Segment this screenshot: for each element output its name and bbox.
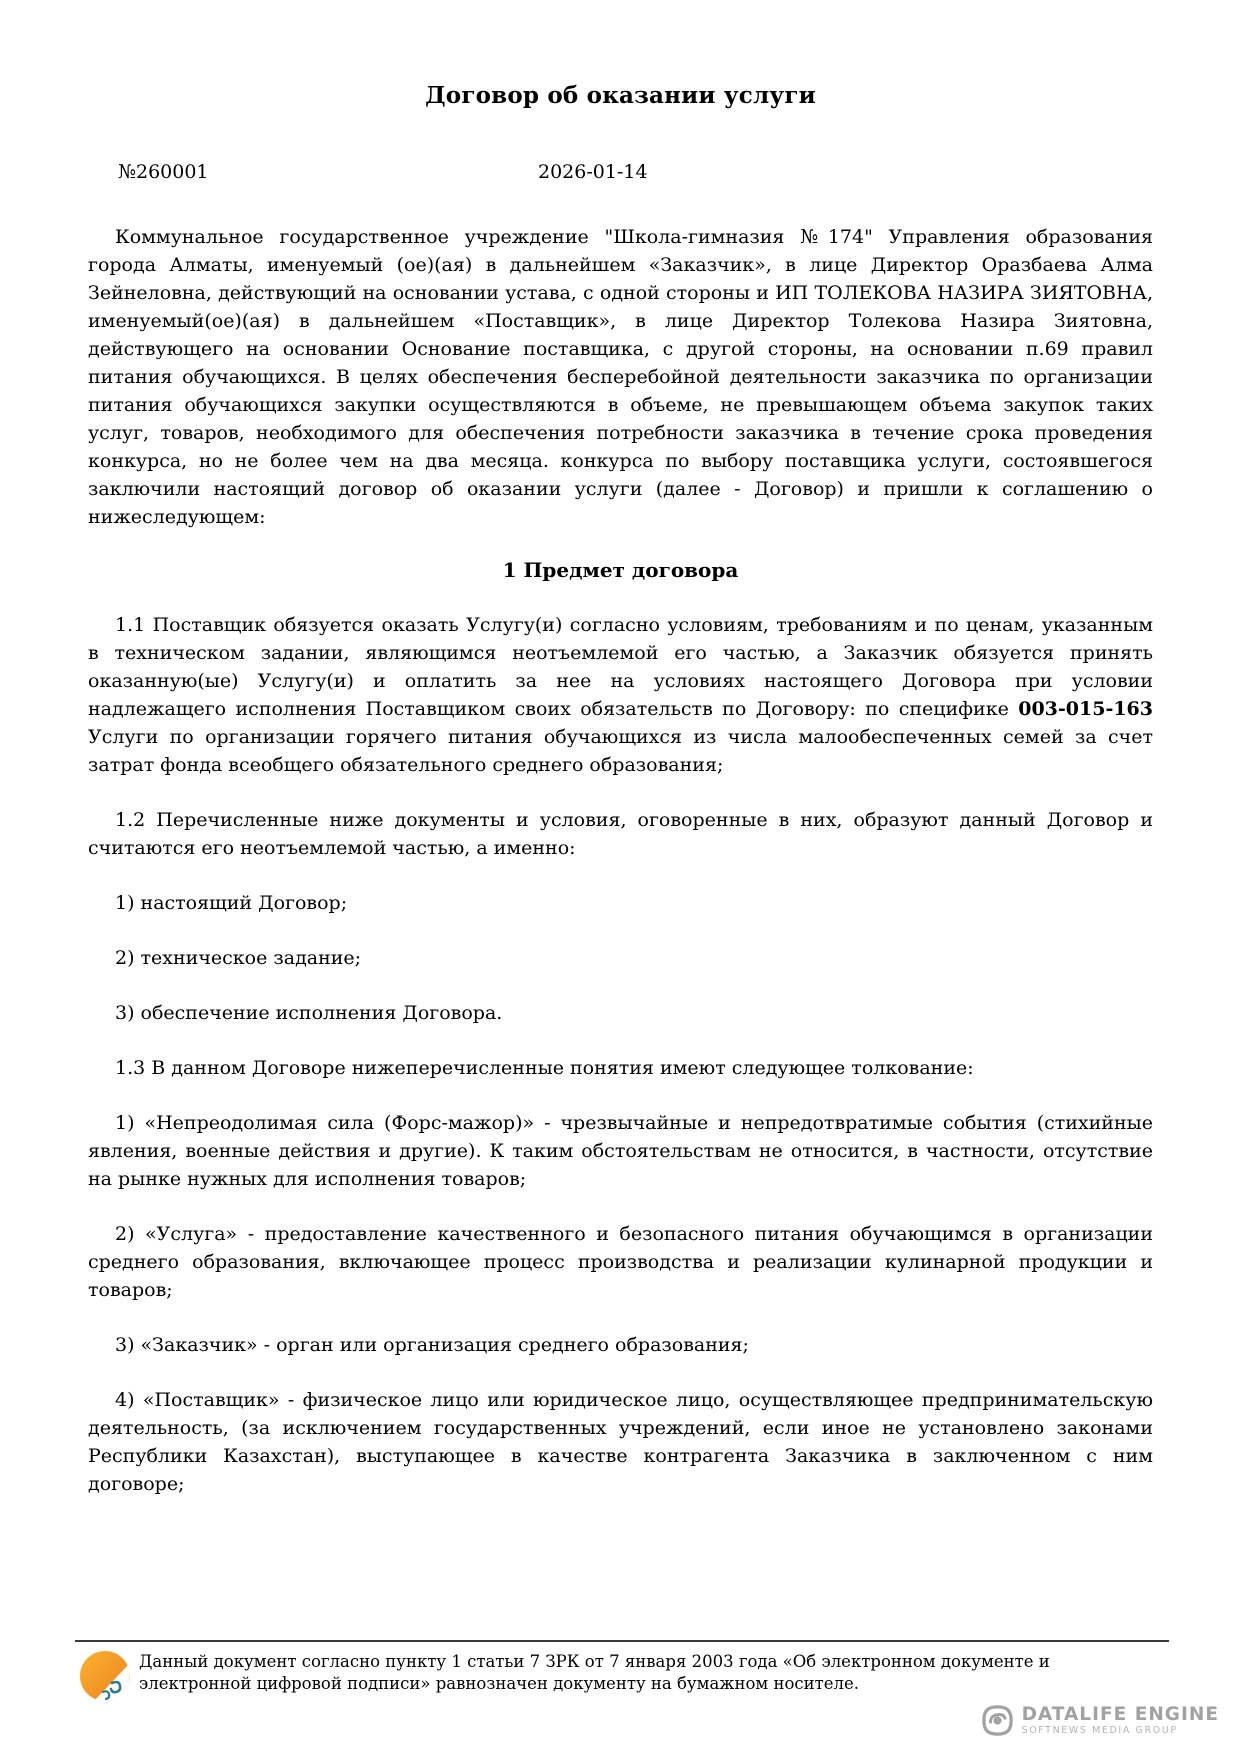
page-footer — [75, 1640, 1169, 1702]
datalife-engine-watermark — [980, 1703, 1219, 1738]
document-title: Договор об оказании услуги — [425, 82, 816, 109]
datalife-engine-icon — [980, 1703, 1015, 1738]
clause-1-1-text-after: Услуги по организации горячего питания обучающихся из числа малообеспеченных семей за счет затрат фонда всеобщего обязательного среднего образования; — [88, 726, 1153, 776]
specification-code: 003-015-163 — [1018, 698, 1153, 720]
clause-1-3: 1.3 В данном Договоре нижеперечисленные понятия имеют следующее толкование: — [115, 1057, 974, 1079]
clause-1-3-list-item-1: 1) «Непреодолимая сила (Форс-мажор)» - чрезвычайные и непредотвратимые события (стихийные явления, военные действия и другие). К таким обстоятельствам не относится, в частности, отсутствие на рынке нужных для исполнения товаров; — [88, 1112, 1153, 1190]
clause-1-1-text-before: 1.1 Поставщик обязуется оказать Услугу(и) согласно условиям, требованиям и по ценам, указанным в техническом задании, являющимся неотъемлемой его частью, а Заказчик обязуется принять оказанную(ые) Услугу(и) и оплатить за нее на условиях настоящего Договора при условии надлежащего исполнения Поставщиком своих обязательств по Договору: по специфике — [88, 614, 1153, 720]
clause-1-2-list-item-1: 1) настоящий Договор; — [115, 892, 348, 914]
footer-divider — [75, 1640, 1169, 1642]
clause-1-1 — [88, 611, 1153, 779]
watermark-subtitle-text: SOFTNEWS MEDIA GROUP — [1021, 1724, 1178, 1736]
intro-paragraph: Коммунальное государственное учреждение "Школа-гимназия №174" Управления образования города Алматы, именуемый (ое)(ая) в дальнейшем «Заказчик», в лице Директор Оразбаева Алма Зейнеловна, действующий на основании устава, с одной стороны и ИП ТОЛЕКОВА НАЗИРА ЗИЯТОВНА, именуемый(ое)(ая) в дальнейшем «Поставщик», в лице Директор Толекова Назира Зиятовна, действующего на основании Основание поставщика, с другой стороны, на основании п.69 правил питания обучающихся. В целях обеспечения бесперебойной деятельности заказчика по организации питания обучающихся закупки осуществляются в объеме, не превышающем объема закупок таких услуг, товаров, необходимого для обеспечения потребности заказчика в течение срока проведения конкурса, но не более чем на два месяца. конкурса по выбору поставщика услуги, состоявшегося заключили настоящий договор об оказании услуги (далее - Договор) и пришли к соглашению о нижеследующем: — [88, 226, 1153, 528]
document-body — [88, 223, 1153, 1498]
electronic-document-note: Данный документ согласно пункту 1 статьи 7 ЗРК от 7 января 2003 года «Об электронном документе и электронной цифровой подписи» равнозначен документу на бумажном носителе. — [139, 1652, 1050, 1693]
section-1-heading: 1 Предмет договора — [502, 558, 739, 582]
clause-1-3-list-item-2: 2) «Услуга» - предоставление качественного и безопасного питания обучающимся в организации среднего образования, включающее процесс производства и реализации кулинарной продукции и товаров; — [88, 1223, 1153, 1301]
clause-1-2-list-item-2: 2) техническое задание; — [115, 947, 362, 969]
watermark-brand-text: DATALIFE ENGINE — [1021, 1703, 1219, 1725]
clause-1-3-list-item-4: 4) «Поставщик» - физическое лицо или юридическое лицо, осуществляющее предпринимательскую деятельность, (за исключением государственных учреждений, если иное не установлено законами Республики Казахстан), выступающее в качестве контрагента Заказчика в заключенном с ним договоре; — [88, 1389, 1153, 1495]
document-meta — [88, 161, 1153, 189]
contract-number: №260001 — [118, 161, 209, 183]
clause-1-2-list-item-3: 3) обеспечение исполнения Договора. — [115, 1002, 503, 1024]
clause-1-3-list-item-3: 3) «Заказчик» - орган или организация среднего образования; — [115, 1334, 749, 1356]
clause-1-2: 1.2 Перечисленные ниже документы и условия, оговоренные в них, образуют данный Договор и считаются его неотъемлемой частью, а именно: — [88, 809, 1153, 859]
egov-signature-stamp-icon — [79, 1650, 131, 1702]
contract-date: 2026-01-14 — [538, 161, 648, 183]
